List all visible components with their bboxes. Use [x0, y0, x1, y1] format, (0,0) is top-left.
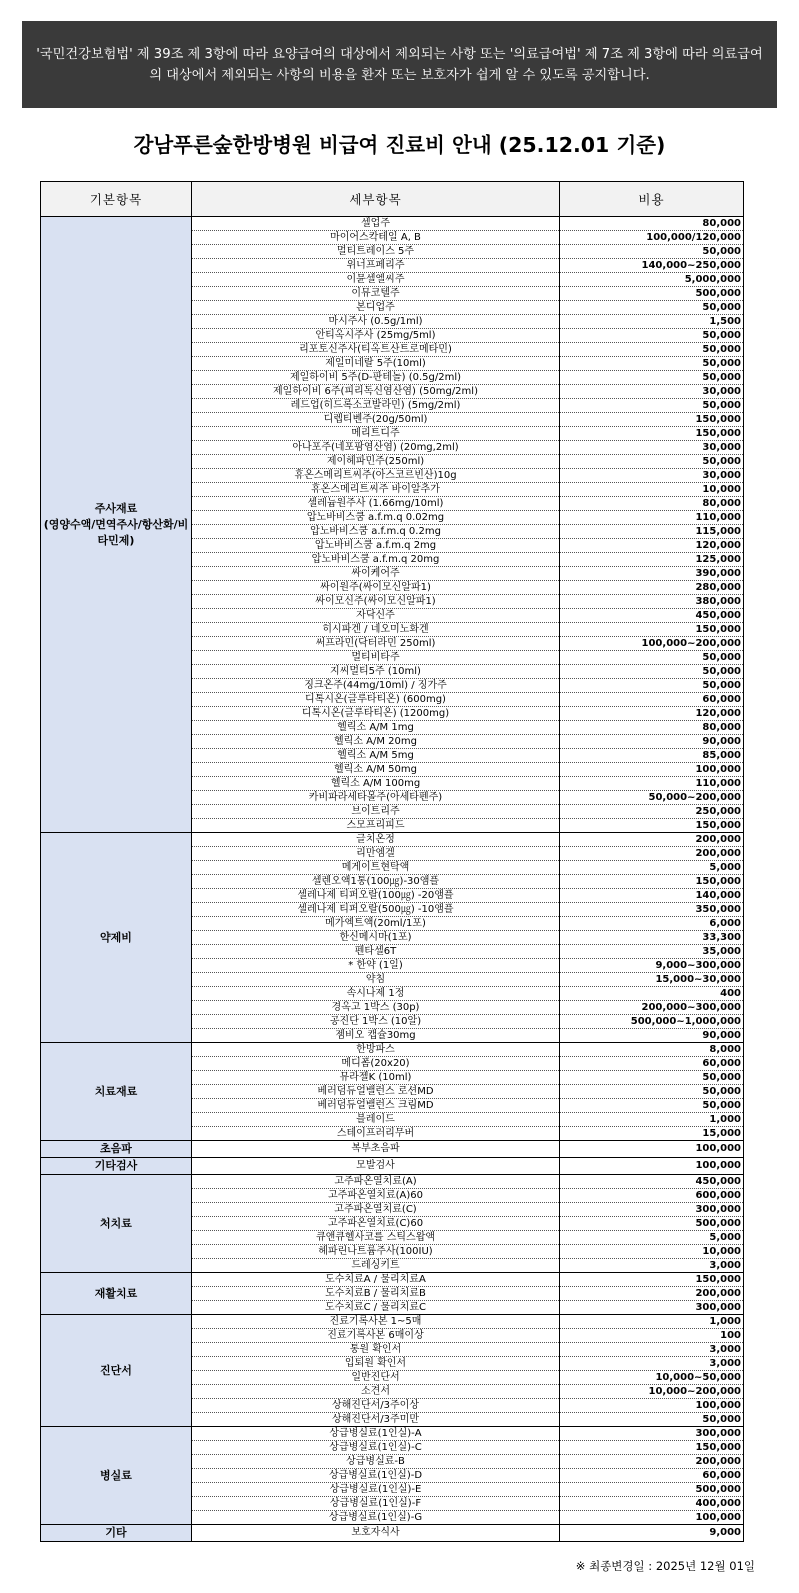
item-price: 150,000 — [560, 1273, 744, 1287]
item-price: 50,000 — [560, 1085, 744, 1099]
table-row — [41, 1273, 744, 1287]
item-price: 100 — [560, 1329, 744, 1343]
item-name: 압노바비스쿰 a.f.m.q 20mg — [192, 553, 560, 567]
item-price: 80,000 — [560, 497, 744, 511]
item-name: 고주파온열치료(C)60 — [192, 1217, 560, 1231]
item-price: 100,000 — [560, 1511, 744, 1525]
notice-banner: '국민건강보험법' 제 39조 제 3항에 따라 요양급여의 대상에서 제외되는 사항 또는 '의료급여법' 제 7조 제 3항에 따라 의료급여의 대상에서 제외되는 사항의 비용을 환자 또는 보호자가 쉽게 알 수 있도록 공지합니다. — [22, 21, 777, 108]
item-price: 10,000~50,000 — [560, 1371, 744, 1385]
item-price: 3,000 — [560, 1259, 744, 1273]
item-name: 공진단 1박스 (10알) — [192, 1015, 560, 1029]
category-cell: 주사재료 (영양수액/면역주사/항산화/비타민제) — [41, 217, 192, 833]
item-price: 50,000 — [560, 1071, 744, 1085]
item-price: 150,000 — [560, 1441, 744, 1455]
item-name: 셀레늄원주사 (1.66mg/10ml) — [192, 497, 560, 511]
item-name: 통원 확인서 — [192, 1343, 560, 1357]
item-price: 5,000 — [560, 861, 744, 875]
item-name: 휴온스메리트씨주(아스코르빈산)10g — [192, 469, 560, 483]
item-price: 3,000 — [560, 1357, 744, 1371]
item-price: 500,000 — [560, 1483, 744, 1497]
item-price: 200,000 — [560, 1287, 744, 1301]
item-name: 상해진단서/3주이상 — [192, 1399, 560, 1413]
item-price: 110,000 — [560, 777, 744, 791]
category-cell: 약제비 — [41, 833, 192, 1043]
header-category: 기본항목 — [41, 182, 192, 217]
item-name: 상급병실료(1인실)-E — [192, 1483, 560, 1497]
item-name: 글치온정 — [192, 833, 560, 847]
item-price: 140,000~250,000 — [560, 259, 744, 273]
item-price: 450,000 — [560, 609, 744, 623]
item-name: 브이트리주 — [192, 805, 560, 819]
item-price: 5,000 — [560, 1231, 744, 1245]
category-cell: 재활치료 — [41, 1273, 192, 1315]
fee-table — [40, 181, 744, 1542]
item-price: 50,000 — [560, 371, 744, 385]
item-price: 50,000 — [560, 455, 744, 469]
header-item: 세부항목 — [192, 182, 560, 217]
item-name: 고주파온열치료(A)60 — [192, 1189, 560, 1203]
item-price: 115,000 — [560, 525, 744, 539]
item-name: 리만엠겔 — [192, 847, 560, 861]
item-name: 디톡시온(글루타티온) (1200mg) — [192, 707, 560, 721]
item-price: 80,000 — [560, 721, 744, 735]
category-cell: 치료재료 — [41, 1043, 192, 1141]
item-price: 30,000 — [560, 385, 744, 399]
item-price: 9,000~300,000 — [560, 959, 744, 973]
item-name: 셀레나제 티퍼오랄(500㎍) -10앰플 — [192, 903, 560, 917]
item-name: 히시파겐 / 네오미노화겐 — [192, 623, 560, 637]
item-name: 보호자식사 — [192, 1525, 560, 1542]
item-name: 싸이원주(싸이모신알파1) — [192, 581, 560, 595]
category-cell: 기타검사 — [41, 1158, 192, 1175]
last-updated-note: ※ 최종변경일 : 2025년 12월 01일 — [575, 1559, 755, 1573]
item-price: 380,000 — [560, 595, 744, 609]
item-name: 멀티트레이스 5주 — [192, 245, 560, 259]
item-price: 150,000 — [560, 875, 744, 889]
item-name: 싸이모신주(싸이모신알파1) — [192, 595, 560, 609]
item-price: 390,000 — [560, 567, 744, 581]
item-name: 고주파온열치료(C) — [192, 1203, 560, 1217]
item-price: 60,000 — [560, 693, 744, 707]
item-price: 200,000~300,000 — [560, 1001, 744, 1015]
item-price: 8,000 — [560, 1043, 744, 1057]
item-price: 50,000 — [560, 679, 744, 693]
item-name: 이뮨셀엘씨주 — [192, 273, 560, 287]
item-price: 600,000 — [560, 1189, 744, 1203]
item-name: 마시주사 (0.5g/1ml) — [192, 315, 560, 329]
item-price: 50,000 — [560, 357, 744, 371]
item-price: 90,000 — [560, 1029, 744, 1043]
item-price: 50,000 — [560, 1099, 744, 1113]
item-name: 디톡시온(글루타티온) (600mg) — [192, 693, 560, 707]
item-name: 스테이프러리무버 — [192, 1127, 560, 1141]
item-name: 헤파린나트륨주사(100IU) — [192, 1245, 560, 1259]
item-price: 140,000 — [560, 889, 744, 903]
item-name: 헬릭소 A/M 50mg — [192, 763, 560, 777]
item-name: 스모프리피드 — [192, 819, 560, 833]
item-price: 15,000 — [560, 1127, 744, 1141]
item-name: 헬릭소 A/M 100mg — [192, 777, 560, 791]
item-price: 100,000 — [560, 1399, 744, 1413]
item-price: 90,000 — [560, 735, 744, 749]
item-price: 200,000 — [560, 1455, 744, 1469]
item-price: 110,000 — [560, 511, 744, 525]
table-header-row — [41, 182, 744, 217]
item-price: 60,000 — [560, 1469, 744, 1483]
item-name: 카비파라세타몰주(아세타펜주) — [192, 791, 560, 805]
item-price: 50,000~200,000 — [560, 791, 744, 805]
item-price: 500,000~1,000,000 — [560, 1015, 744, 1029]
item-price: 50,000 — [560, 301, 744, 315]
item-name: 메리트디주 — [192, 427, 560, 441]
item-name: 속시나제 1정 — [192, 987, 560, 1001]
item-price: 150,000 — [560, 427, 744, 441]
item-price: 6,000 — [560, 917, 744, 931]
item-name: 멀티비타주 — [192, 651, 560, 665]
item-price: 50,000 — [560, 651, 744, 665]
item-name: 도수치료A / 물리치료A — [192, 1273, 560, 1287]
table-row — [41, 833, 744, 847]
item-price: 280,000 — [560, 581, 744, 595]
item-name: 상해진단서/3주미만 — [192, 1413, 560, 1427]
item-price: 400 — [560, 987, 744, 1001]
item-price: 35,000 — [560, 945, 744, 959]
item-price: 30,000 — [560, 469, 744, 483]
item-price: 400,000 — [560, 1497, 744, 1511]
item-price: 10,000 — [560, 483, 744, 497]
item-name: 제이헤파민주(250ml) — [192, 455, 560, 469]
item-name: 상급병실료(1인실)-A — [192, 1427, 560, 1441]
item-price: 60,000 — [560, 1057, 744, 1071]
item-name: 상급병실료(1인실)-D — [192, 1469, 560, 1483]
item-name: 아나포주(네포팜염산염) (20mg,2ml) — [192, 441, 560, 455]
item-name: 헬릭소 A/M 1mg — [192, 721, 560, 735]
item-price: 500,000 — [560, 287, 744, 301]
item-name: 지씨멀티5주 (10ml) — [192, 665, 560, 679]
item-name: 제일하이비 5주(D-판테놀) (0.5g/2ml) — [192, 371, 560, 385]
item-name: 모발검사 — [192, 1158, 560, 1175]
table-row — [41, 1525, 744, 1542]
item-name: 이뮤코텔주 — [192, 287, 560, 301]
page-title: 강남푸른숲한방병원 비급여 진료비 안내 (25.12.01 기준) — [133, 133, 666, 157]
item-name: 제일하이비 6주(피리독신염산염) (50mg/2ml) — [192, 385, 560, 399]
item-name: 한신메시마(1포) — [192, 931, 560, 945]
item-price: 50,000 — [560, 329, 744, 343]
category-cell: 진단서 — [41, 1315, 192, 1427]
item-name: 리포토신주사(티옥트산트로메타민) — [192, 343, 560, 357]
category-cell: 초음파 — [41, 1141, 192, 1158]
item-price: 1,000 — [560, 1315, 744, 1329]
item-name: 셀레나제 티퍼오랄(100㎍) -20앰플 — [192, 889, 560, 903]
item-price: 80,000 — [560, 217, 744, 231]
item-price: 33,300 — [560, 931, 744, 945]
item-name: 펜타셀6T — [192, 945, 560, 959]
item-price: 100,000 — [560, 763, 744, 777]
item-price: 1,500 — [560, 315, 744, 329]
item-name: 레드업(히드록소코발라민) (5mg/2ml) — [192, 399, 560, 413]
category-cell: 처치료 — [41, 1175, 192, 1273]
item-price: 50,000 — [560, 399, 744, 413]
item-price: 10,000~200,000 — [560, 1385, 744, 1399]
item-name: 진료기록사본 6매이상 — [192, 1329, 560, 1343]
item-name: 상급병실료(1인실)-C — [192, 1441, 560, 1455]
item-name: 위너프페리주 — [192, 259, 560, 273]
item-price: 300,000 — [560, 1427, 744, 1441]
table-row — [41, 217, 744, 231]
item-name: 뮤라젤K (10ml) — [192, 1071, 560, 1085]
item-name: 진료기록사본 1~5매 — [192, 1315, 560, 1329]
table-row — [41, 1141, 744, 1158]
item-name: 셀업주 — [192, 217, 560, 231]
item-price: 50,000 — [560, 665, 744, 679]
item-price: 15,000~30,000 — [560, 973, 744, 987]
header-price: 비용 — [560, 182, 744, 217]
item-price: 150,000 — [560, 819, 744, 833]
item-name: 경옥고 1박스 (30p) — [192, 1001, 560, 1015]
item-name: 상급병실료-B — [192, 1455, 560, 1469]
item-name: * 한약 (1일) — [192, 959, 560, 973]
item-name: 드레싱키트 — [192, 1259, 560, 1273]
item-name: 베러덤듀얼밸런스 크림MD — [192, 1099, 560, 1113]
table-row — [41, 1175, 744, 1189]
item-price: 50,000 — [560, 343, 744, 357]
table-row — [41, 1158, 744, 1175]
item-price: 5,000,000 — [560, 273, 744, 287]
item-name: 본디업주 — [192, 301, 560, 315]
item-name: 디렙티벤주(20g/50ml) — [192, 413, 560, 427]
item-price: 125,000 — [560, 553, 744, 567]
item-name: 헬릭소 A/M 5mg — [192, 749, 560, 763]
item-name: 복부초음파 — [192, 1141, 560, 1158]
item-name: 베러덤듀얼밸런스 로션MD — [192, 1085, 560, 1099]
item-price: 85,000 — [560, 749, 744, 763]
item-name: 제일미네랄 5주(10ml) — [192, 357, 560, 371]
item-price: 30,000 — [560, 441, 744, 455]
item-price: 450,000 — [560, 1175, 744, 1189]
item-name: 한방파스 — [192, 1043, 560, 1057]
item-price: 50,000 — [560, 1413, 744, 1427]
item-price: 100,000~200,000 — [560, 637, 744, 651]
item-price: 100,000 — [560, 1141, 744, 1158]
item-name: 압노바비스쿰 a.f.m.q 0.2mg — [192, 525, 560, 539]
item-name: 큐앤큐헬사코를 스틱스왑액 — [192, 1231, 560, 1245]
item-price: 10,000 — [560, 1245, 744, 1259]
item-price: 250,000 — [560, 805, 744, 819]
item-name: 안티옥시주사 (25mg/5ml) — [192, 329, 560, 343]
item-name: 자닥신주 — [192, 609, 560, 623]
table-row — [41, 1043, 744, 1057]
item-name: 압노바비스쿰 a.f.m.q 0.02mg — [192, 511, 560, 525]
item-price: 500,000 — [560, 1217, 744, 1231]
table-row — [41, 1315, 744, 1329]
item-name: 메가엑트액(20ml/1포) — [192, 917, 560, 931]
item-name: 입퇴원 확인서 — [192, 1357, 560, 1371]
item-price: 300,000 — [560, 1203, 744, 1217]
item-price: 9,000 — [560, 1525, 744, 1542]
item-name: 상급병실료(1인실)-F — [192, 1497, 560, 1511]
item-price: 100,000/120,000 — [560, 231, 744, 245]
item-name: 써프라민(닥터라민 250ml) — [192, 637, 560, 651]
item-name: 휴온스메리트씨주 바이알추가 — [192, 483, 560, 497]
item-name: 도수치료B / 물리치료B — [192, 1287, 560, 1301]
item-price: 100,000 — [560, 1158, 744, 1175]
item-price: 120,000 — [560, 539, 744, 553]
item-price: 150,000 — [560, 413, 744, 427]
item-name: 도수치료C / 물리치료C — [192, 1301, 560, 1315]
item-name: 메디폼(20x20) — [192, 1057, 560, 1071]
item-name: 약침 — [192, 973, 560, 987]
item-price: 120,000 — [560, 707, 744, 721]
item-name: 상급병실료(1인실)-G — [192, 1511, 560, 1525]
item-name: 징크온주(44mg/10ml) / 징가주 — [192, 679, 560, 693]
item-price: 150,000 — [560, 623, 744, 637]
item-price: 50,000 — [560, 245, 744, 259]
item-price: 350,000 — [560, 903, 744, 917]
item-price: 200,000 — [560, 847, 744, 861]
item-name: 젬비오 캡슐30mg — [192, 1029, 560, 1043]
item-name: 헬릭소 A/M 20mg — [192, 735, 560, 749]
item-name: 압노바비스쿰 a.f.m.q 2mg — [192, 539, 560, 553]
item-name: 메게이트현탁액 — [192, 861, 560, 875]
item-name: 일반진단서 — [192, 1371, 560, 1385]
category-cell: 기타 — [41, 1525, 192, 1542]
item-price: 3,000 — [560, 1343, 744, 1357]
item-name: 셀렌오액1통(100㎍)-30앰플 — [192, 875, 560, 889]
item-name: 마이어스칵테일 A, B — [192, 231, 560, 245]
table-row — [41, 1427, 744, 1441]
fee-table-body — [41, 217, 744, 1542]
category-cell: 병실료 — [41, 1427, 192, 1525]
item-name: 싸이케어주 — [192, 567, 560, 581]
item-price: 300,000 — [560, 1301, 744, 1315]
item-price: 200,000 — [560, 833, 744, 847]
item-price: 1,000 — [560, 1113, 744, 1127]
item-name: 소견서 — [192, 1385, 560, 1399]
item-name: 블레이드 — [192, 1113, 560, 1127]
item-name: 고주파온열치료(A) — [192, 1175, 560, 1189]
